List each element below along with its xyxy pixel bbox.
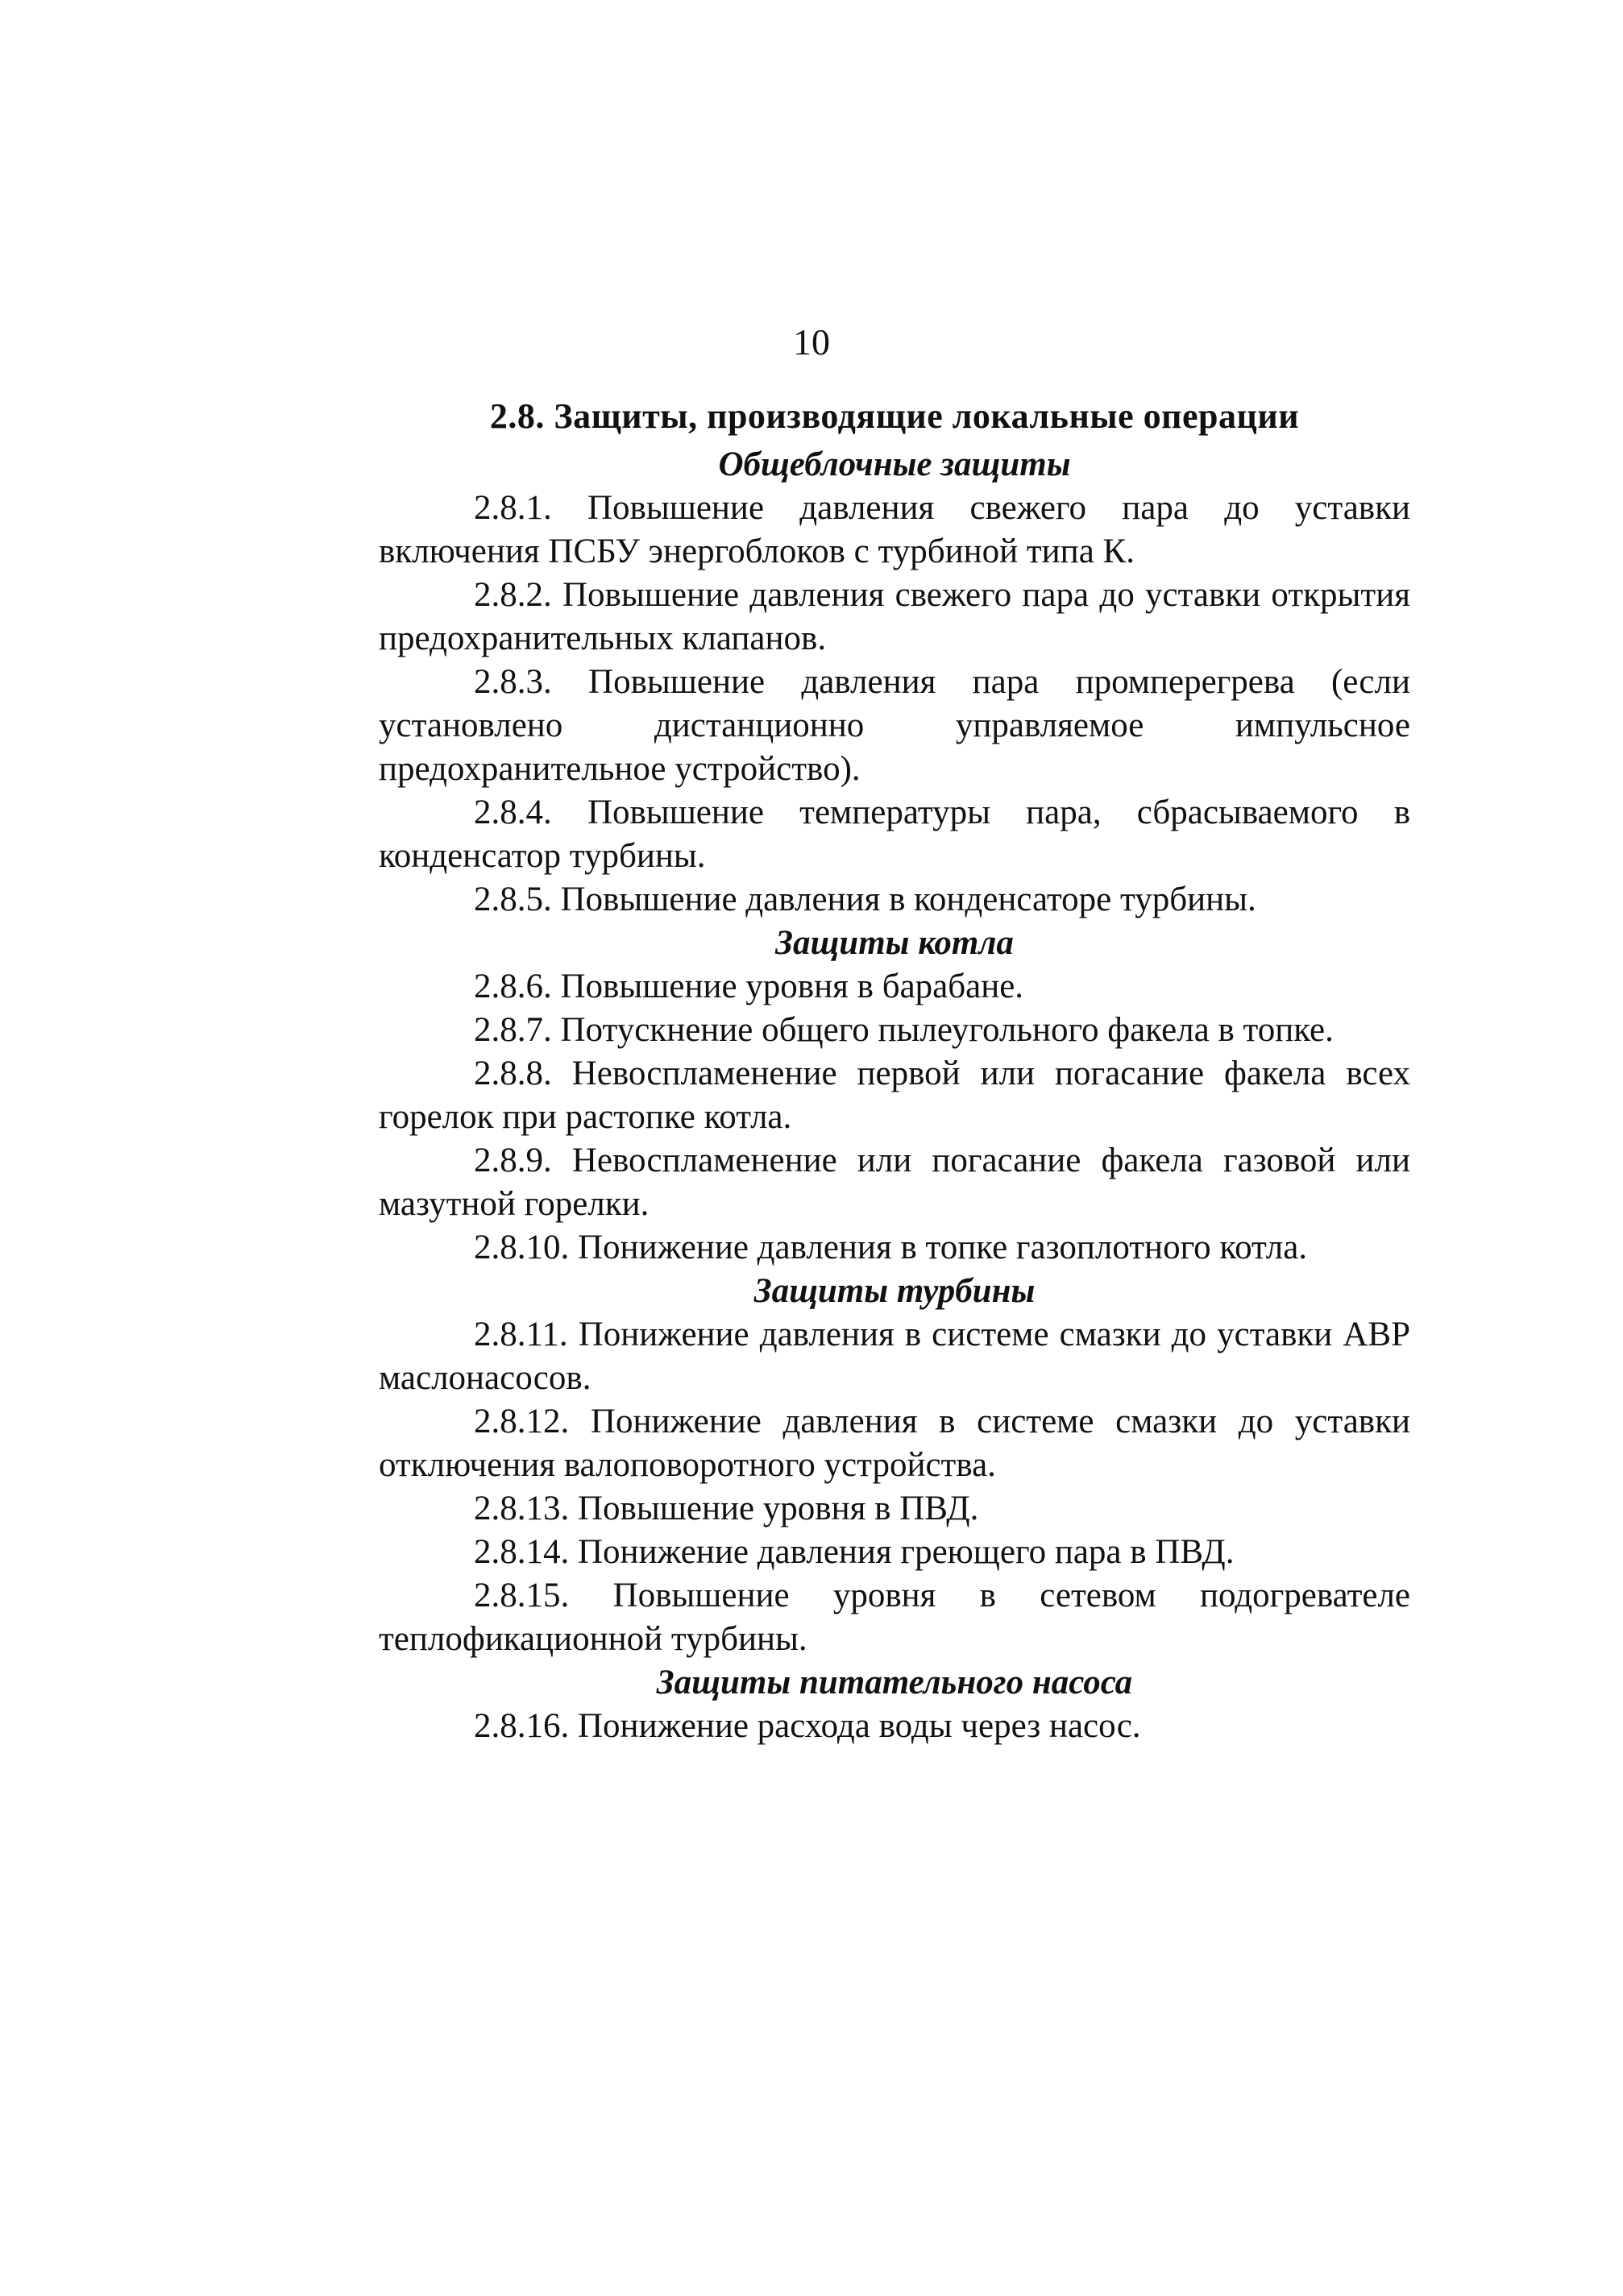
subheading-turbine-protections: Защиты турбины bbox=[753, 1272, 1036, 1310]
subheading-common-protections: Общеблочные защиты bbox=[718, 446, 1071, 483]
group-common-protections bbox=[379, 443, 1410, 922]
group-boiler-protections bbox=[379, 922, 1410, 1270]
list-item-2-8-7: 2.8.7. Потускнение общего пылеугольного факела в топке. bbox=[474, 1011, 1334, 1049]
list-item-2-8-6: 2.8.6. Повышение уровня в барабане. bbox=[474, 968, 1024, 1005]
list-item-2-8-13: 2.8.13. Повышение уровня в ПВД. bbox=[474, 1490, 979, 1527]
group-feed-pump-protections bbox=[379, 1661, 1410, 1748]
subheading-feed-pump-protections: Защиты питательного насоса bbox=[656, 1664, 1133, 1701]
list-item-2-8-12: 2.8.12. Понижение давления в системе смазки до уставки отключения валоповоротного устройства. bbox=[379, 1403, 1410, 1484]
list-item-2-8-4: 2.8.4. Повышение температуры пара, сбрасываемого в конденсатор турбины. bbox=[379, 794, 1410, 875]
list-item-2-8-14: 2.8.14. Понижение давления греющего пара в ПВД. bbox=[474, 1533, 1235, 1571]
list-item-2-8-1: 2.8.1. Повышение давления свежего пара до уставки включения ПСБУ энергоблоков с турбиной типа К. bbox=[379, 489, 1410, 570]
section-title: 2.8. Защиты, производящие локальные операции bbox=[489, 396, 1300, 436]
list-item-2-8-5: 2.8.5. Повышение давления в конденсаторе турбины. bbox=[474, 881, 1256, 918]
list-item-2-8-16: 2.8.16. Понижение расхода воды через насос. bbox=[474, 1707, 1141, 1745]
list-item-2-8-3: 2.8.3. Повышение давления пара промперегрева (если установлено дистанционно управляемое импульсное предохранительное устройство). bbox=[379, 663, 1410, 788]
list-item-2-8-9: 2.8.9. Невоспламенение или погасание факела газовой или мазутной горелки. bbox=[379, 1142, 1410, 1223]
list-item-2-8-2: 2.8.2. Повышение давления свежего пара до уставки открытия предохранительных клапанов. bbox=[379, 576, 1410, 657]
document-body bbox=[379, 393, 1410, 1748]
list-item-2-8-15: 2.8.15. Повышение уровня в сетевом подогревателе теплофикационной турбины. bbox=[379, 1577, 1410, 1658]
list-item-2-8-11: 2.8.11. Понижение давления в системе смазки до уставки АВР маслонасосов. bbox=[379, 1316, 1410, 1397]
list-item-2-8-10: 2.8.10. Понижение давления в топке газоплотного котла. bbox=[474, 1229, 1308, 1266]
list-item-2-8-8: 2.8.8. Невоспламенение первой или погасание факела всех горелок при растопке котла. bbox=[379, 1055, 1410, 1136]
page-number: 10 bbox=[793, 321, 830, 363]
group-turbine-protections bbox=[379, 1270, 1410, 1661]
subheading-boiler-protections: Защиты котла bbox=[775, 924, 1014, 962]
